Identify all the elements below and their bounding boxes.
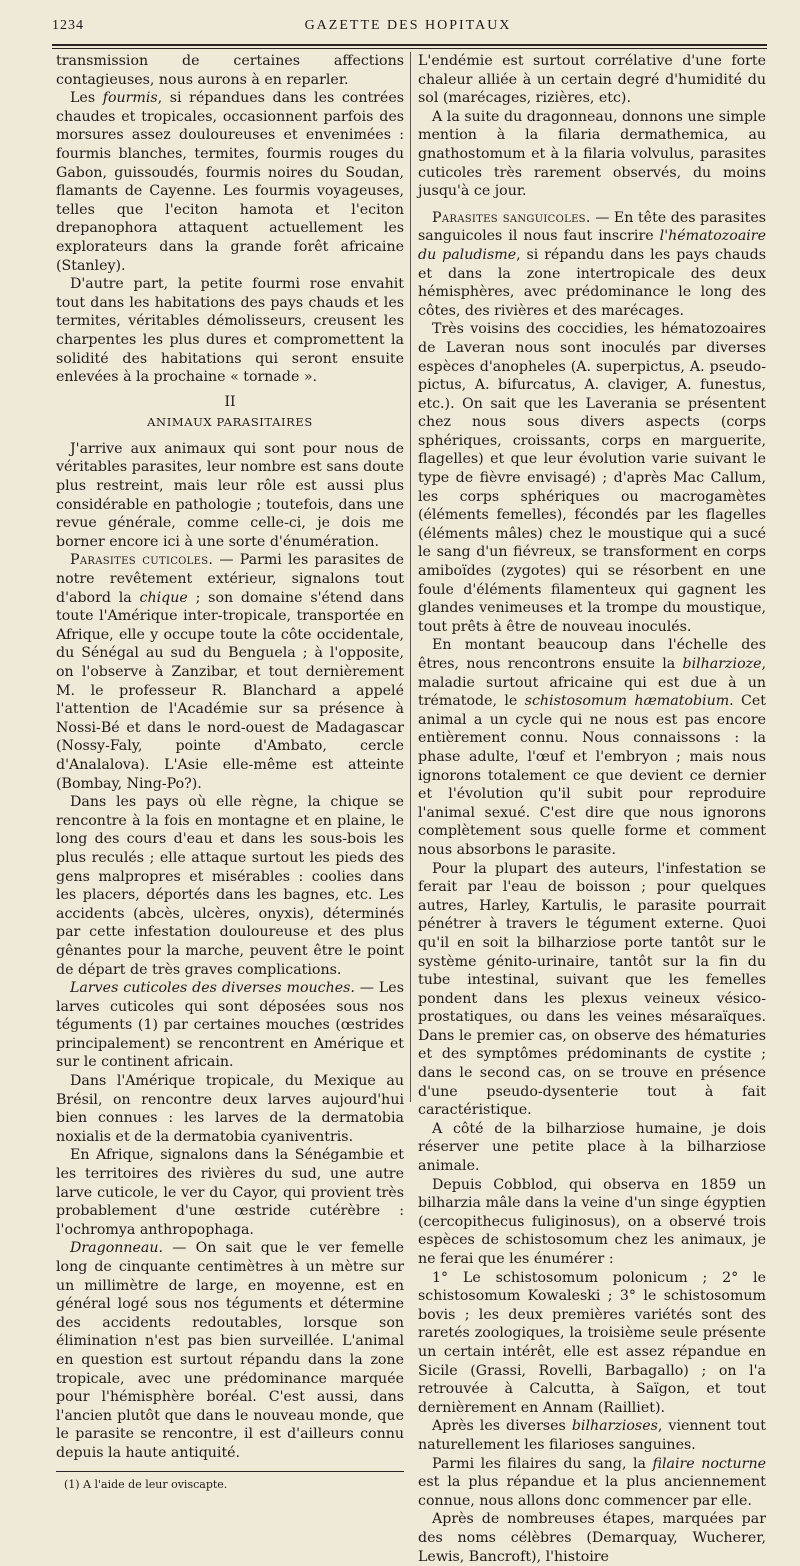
paragraph: Dans l'Amérique tropicale, du Mexique au Brésil, on rencontre deux larves aujourd'hui bien connues : les larves de la dermatobia noxialis et de la dermatobia cyaniventris. (56, 1073, 404, 1145)
column-separator (410, 52, 411, 1102)
paragraph: Parmi les filaires du sang, la filaire nocturne est la plus répandue et la plus anciennement connue, nous allons donc commencer par elle. (418, 1455, 766, 1509)
section-number: II (224, 393, 236, 410)
journal-title: GAZETTE DES HOPITAUX (304, 18, 512, 33)
right-column (418, 52, 766, 1566)
paragraph: Très voisins des coccidies, les hématozoaires de Laveran nous sont inoculés par diverses espèces d'anopheles (A. superpictus, A. pseudo-pictus, A. bifurcatus, A. claviger, A. funestus, etc.). On sait que les Laverania se présentent chez nous sous divers aspects (corps sphériques, croissants, corps en marguerite, flagelles) et que leur évolution varie suivant le type de fièvre envisagé) ; d'après Mac Callum, les corps sphériques ou macrogamètes (éléments femelles), fécondés par les flagelles (éléments mâles) chez le moustique qui a sucé le sang d'un fiévreux, se transforment en corps amiboïdes (zygotes) qui se résorbent en une foule d'éléments filamenteux qui gagnent les glandes venimeuses et la trompe du moustique, tout prêts à être de nouveau inoculés. (418, 321, 766, 635)
footnote: (1) A l'aide de leur oviscapte. (64, 1477, 228, 1491)
paragraph: Après les diverses bilharzioses, viennent tout naturellement les filarioses sanguines. (418, 1418, 766, 1453)
paragraph: En montant beaucoup dans l'échelle des êtres, nous rencontrons ensuite la bilharzioze, maladie surtout africaine qui est due à un trématode, le schistosomum hæmatobium. Cet animal a un cycle qui ne nous est pas encore entièrement connu. Nous connaissons : la phase adulte, l'œuf et l'embryon ; mais nous ignorons totalement ce que devient ce dernier et l'évolution qu'il subit pour reproduire l'animal sexué. C'est dire que nous ignorons complètement sous quelle forme et comment nous absorbons le parasite. (418, 637, 766, 858)
header-rule-thin (52, 48, 767, 49)
paragraph: Parasites sanguicoles. — En tête des parasites sanguicoles il nous faut inscrire l'hématozoaire du paludisme, si répandu dans les pays chauds et dans la zone intertropicale des deux hémisphères, avec prédominance le long des côtes, des rivières et des marécages. (418, 209, 766, 319)
paragraph: Pour la plupart des auteurs, l'infestation se ferait par l'eau de boisson ; pour quelques autres, Harley, Kartulis, le parasite pourrait pénétrer à travers le tégument externe. Quoi qu'il en soit la bilharziose porte tantôt sur le système génito-urinaire, tantôt sur la fin du tube intestinal, suivant que les femelles pondent dans les plexus veineux vésico-prostatiques, ou dans les veines mésaraïques. Dans le premier cas, on observe des hématuries et des symptômes prédominants de cystite ; dans le second cas, on se trouve en présence d'une pseudo-dysenterie tout à fait caractéristique. (418, 860, 766, 1119)
paragraph: 1° Le schistosomum polonicum ; 2° le schistosomum Kowaleski ; 3° le schistosomum bovis ; les deux premières variétés sont des raretés zoologiques, la troisième seule présente un certain intérêt, elle est assez répandue en Sicile (Grassi, Rovelli, Barbagallo) ; on l'a retrouvée à Calcutta, à Saïgon, et tout dernièrement en Annam (Railliet). (418, 1269, 766, 1416)
footnote-rule (56, 1471, 404, 1472)
paragraph: transmission de certaines affections contagieuses, nous aurons à en reparler. (56, 53, 404, 88)
paragraph: Dragonneau. — On sait que le ver femelle long de cinquante centimètres à un mètre sur un millimètre de large, en moyenne, est en général logé sous nos téguments et détermine des accidents redoutables, lorsque son élimination n'est pas bien surveillée. L'animal en question est surtout répandu dans la zone tropicale, avec une prédominance marquée pour l'hémisphère boréal. C'est aussi, dans l'ancien plutôt que dans le nouveau monde, que le parasite se rencontre, il est d'ailleurs connu depuis la haute antiquité. (56, 1240, 404, 1461)
section-title: ANIMAUX PARASITAIRES (147, 415, 313, 430)
paragraph: Parasites cuticoles. — Parmi les parasites de notre revêtement extérieur, signalons tout d'abord la chique ; son domaine s'étend dans toute l'Amérique inter-tropicale, transportée en Afrique, elle y occupe toute la côte occidentale, du Sénégal au sud du Benguela ; à l'opposite, on l'observe à Zanzibar, et tout dernièrement M. le professeur R. Blanchard a appelé l'attention de l'Académie sur sa présence à Nossi-Bé et dans le nord-ouest de Madagascar (Nossy-Faly, pointe d'Ambato, cercle d'Analalova). L'Asie elle-même est atteinte (Bombay, Ning-Po?). (56, 552, 405, 792)
paragraph: Après de nombreuses étapes, marquées par des noms célèbres (Demarquay, Wucherer, Lewis, Bancroft), l'histoire (418, 1511, 766, 1565)
paragraph: J'arrive aux animaux qui sont pour nous de véritables parasites, leur nombre est sans doute plus restreint, mais leur rôle est aussi plus considérable en pathologie ; toutefois, dans une revue générale, comme celle-ci, je dois me borner encore ici à une sorte d'énumération. (56, 440, 404, 550)
paragraph: Les fourmis, si répandues dans les contrées chaudes et tropicales, occasionnent parfois des morsures assez douloureuses et envenimées : fourmis blanches, termites, fourmis rouges du Gabon, guissoudés, fourmis noires du Soudan, flamants de Cayenne. Les fourmis voyageuses, telles que l'eciton hamota et l'eciton drepanophora attaquent actuellement les explorateurs dans la grande forêt africaine (Stanley). (56, 90, 405, 274)
paragraph: Larves cuticoles des diverses mouches. — Les larves cuticoles qui sont déposées sous nos téguments (1) par certaines mouches (œstrides principalement) se rencontrent en Amérique et sur le continent africain. (56, 980, 404, 1071)
left-column (56, 52, 404, 1492)
header-rule-thick (52, 44, 767, 46)
paragraph: A côté de la bilharziose humaine, je dois réserver une petite place à la bilharziose animale. (418, 1120, 766, 1175)
page-number: 1234 (52, 18, 84, 33)
paragraph: Dans les pays où elle règne, la chique se rencontre à la fois en montagne et en plaine, le long des cours d'eau et dans les sous-bois les plus reculés ; elle attaque surtout les pieds des gens malpropres et misérables : coolies dans les placers, déportés dans les bagnes, etc. Les accidents (abcès, ulcères, onyxis), déterminés par cette infestation douloureuse et des plus gênantes pour la marche, peuvent être le point de départ de très graves complications. (56, 794, 404, 978)
paragraph: A la suite du dragonneau, donnons une simple mention à la filaria dermathemica, au gnathostomum et à la filaria volvulus, parasites cuticoles très rarement observés, du moins jusqu'à ce jour. (418, 108, 766, 200)
paragraph: Depuis Cobblod, qui observa en 1859 un bilharzia mâle dans la veine d'un singe égyptien (cercopithecus fuliginosus), on a observé trois espèces de schistosomum chez les animaux, je ne ferai que les énumérer : (418, 1176, 766, 1267)
paragraph: D'autre part, la petite fourmi rose envahit tout dans les habitations des pays chauds et les termites, véritables démolisseurs, creusent les charpentes les plus dures et compromettent la solidité des habitations qui seront ensuite enlevées à la prochaine « tornade ». (56, 276, 404, 386)
paragraph: L'endémie est surtout corrélative d'une forte chaleur alliée à un certain degré d'humidité du sol (marécages, rizières, etc). (418, 53, 766, 107)
paragraph: En Afrique, signalons dans la Sénégambie et les territoires des rivières du sud, une autre larve cuticole, le ver du Cayor, qui provient très probablement d'une œstride cutérèbre : l'ochromya anthropophaga. (56, 1147, 404, 1238)
page-header (52, 16, 764, 38)
